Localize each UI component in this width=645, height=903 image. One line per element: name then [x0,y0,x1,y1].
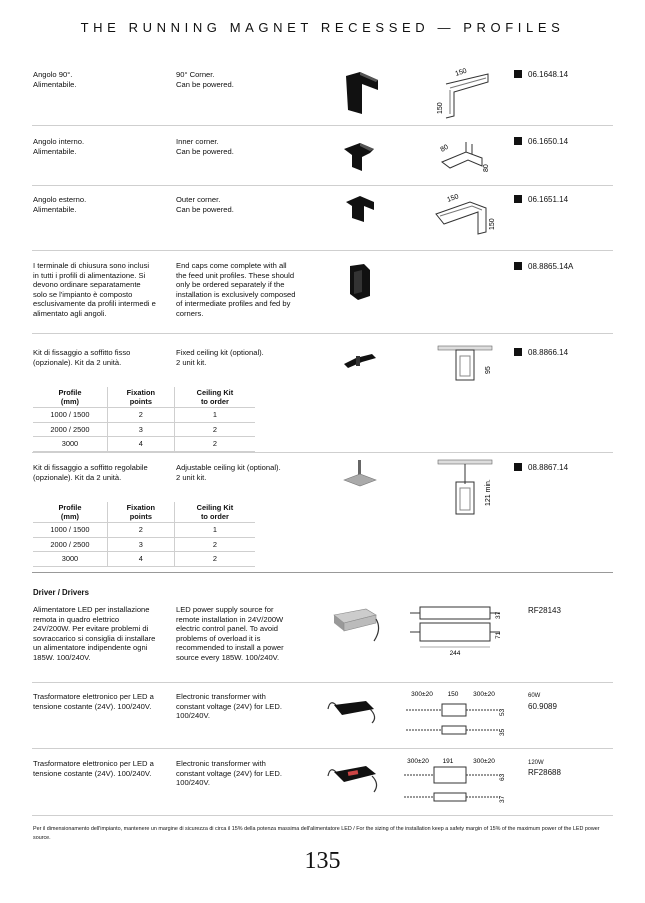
description-en: 90° Corner. Can be powered. [176,70,234,89]
product-code: 06.1651.14 [514,195,568,204]
finish-swatch-icon [514,348,522,356]
divider [32,682,613,683]
description-it: I terminale di chiusura sono inclusi in tutti i profili di alimentazione. Si devono ordinare separatamente solo se l'impianto è composto esclusivamente da profili intermedi e alimentato agli angoli. [33,261,156,318]
dim-label: 191 [442,758,454,765]
table-row: 3000 4 2 [33,552,255,567]
product-code: 08.8865.14A [514,262,573,271]
power-rating: 60W [528,693,541,699]
dim-label: 95 [485,366,492,374]
description-it: Trasformatore elettronico per LED a tensione costante (24V). 100/240V. [33,692,154,711]
dim-label: 80 [439,143,450,154]
description-en: End caps come complete with all the feed unit profiles. These should only be ordered separately if the installation is exclusively composed of intermediate profiles and fed by corners. [176,261,296,318]
product-code: RF28143 [528,606,561,615]
inner-corner-photo [340,135,380,175]
fixed-kit-photo [342,350,378,372]
divider [32,815,613,816]
product-code: 60.9089 [528,702,557,711]
dim-label: 150 [446,193,460,204]
dim-label: 244 [449,650,461,657]
dim-label: 300±20 [473,758,495,765]
dim-label: 63 [499,773,506,781]
corner-90-photo [340,70,382,118]
inner-corner-drawing [432,132,498,176]
dim-label: 53 [499,708,506,716]
product-code: 08.8866.14 [514,348,568,357]
table-header: Ceiling Kit to order [174,387,255,408]
table-row: 1000 / 1500 2 1 [33,408,255,423]
dim-label: 150 [437,102,444,114]
driver-drawing [404,603,508,661]
dim-label: 300±20 [473,691,495,698]
product-code: 06.1648.14 [514,70,568,79]
divider [32,250,613,251]
adjustable-kit-drawing [432,458,498,518]
description-en: LED power supply source for remote installation in 24V/200W electric control panel. To avoid problems of overload it is recommended to install a power source every 185W. 100/240V. [176,605,284,662]
dim-label: 150 [489,218,496,230]
table-header: Ceiling Kit to order [174,502,255,523]
fixed-kit-drawing [432,344,498,384]
table-row: 2000 / 2500 3 2 [33,422,255,437]
end-cap-photo [344,262,376,302]
description-en: Adjustable ceiling kit (optional). 2 unit kit. [176,463,281,482]
dim-label: 35 [499,728,506,736]
table-header: Fixation points [107,502,174,523]
outer-corner-photo [342,192,378,226]
description-en: Electronic transformer with constant voltage (24V) for LED. 100/240V. [176,692,282,721]
description-en: Electronic transformer with constant voltage (24V) for LED. 100/240V. [176,759,282,788]
driver-photo [326,762,382,794]
dim-label: 300±20 [411,691,433,698]
description-it: Kit di fissaggio a soffitto regolabile (opzionale). Kit da 2 unità. [33,463,148,482]
description-en: Inner corner. Can be powered. [176,137,234,156]
dim-label: 37 [495,611,502,619]
product-code: RF28688 [528,768,561,777]
driver-drawing [400,688,510,740]
outer-corner-drawing [428,188,500,240]
finish-swatch-icon [514,137,522,145]
dim-label: 150 [454,67,468,78]
divider [32,125,613,126]
dim-label: 121 min. [485,479,492,506]
description-it: Alimentatore LED per installazione remota in quadro elettrico 24V/200W. Per evitare problemi di sovraccarico si consiglia di installare un alimentatore indipendente ogni 185W. 100/240V. [33,605,156,662]
divider [32,185,613,186]
description-it: Trasformatore elettronico per LED a tensione costante (24V). 100/240V. [33,759,154,778]
driver-drawing [400,755,510,807]
description-it: Angolo 90°. Alimentabile. [33,70,77,89]
section-divider [32,572,613,573]
product-code: 08.8867.14 [514,463,568,472]
dim-label: 80 [483,164,490,172]
kit-table-fixed [33,387,255,452]
table-header: Fixation points [107,387,174,408]
finish-swatch-icon [514,262,522,270]
corner-90-drawing [430,62,500,122]
page-number: 135 [304,848,341,874]
finish-swatch-icon [514,463,522,471]
divider [32,452,613,453]
adjustable-kit-photo [342,458,378,488]
dim-label: 71 [495,631,502,639]
description-en: Outer corner. Can be powered. [176,195,234,214]
description-it: Angolo esterno. Alimentabile. [33,195,87,214]
dim-label: 300±20 [407,758,429,765]
section-heading: Driver / Drivers [33,588,89,597]
description-it: Kit di fissaggio a soffitto fisso (opzionale). Kit da 2 unità. [33,348,131,367]
divider [32,333,613,334]
driver-photo [326,695,382,725]
dim-label: 37 [499,795,506,803]
table-row: 1000 / 1500 2 1 [33,523,255,538]
description-it: Angolo interno. Alimentabile. [33,137,85,156]
table-row: 3000 4 2 [33,437,255,452]
table-header: Profile (mm) [33,387,107,408]
page-title: THE RUNNING MAGNET RECESSED — PROFILES [80,20,565,35]
table-header: Profile (mm) [33,502,107,523]
power-rating: 120W [528,760,544,766]
dim-label: 150 [447,691,459,698]
divider [32,748,613,749]
product-code: 06.1650.14 [514,137,568,146]
kit-table-adjustable [33,502,255,567]
description-en: Fixed ceiling kit (optional). 2 unit kit. [176,348,264,367]
table-row: 2000 / 2500 3 2 [33,537,255,552]
finish-swatch-icon [514,70,522,78]
footnote: Per il dimensionamento dell'impianto, mantenere un margine di sicurezza di circa il 15% della potenza massima dell'alimentatore LED / For the sizing of the installation keep a safety margin of 15% of the maximum power of the LED power source. [33,826,600,841]
driver-photo [330,605,382,645]
finish-swatch-icon [514,195,522,203]
